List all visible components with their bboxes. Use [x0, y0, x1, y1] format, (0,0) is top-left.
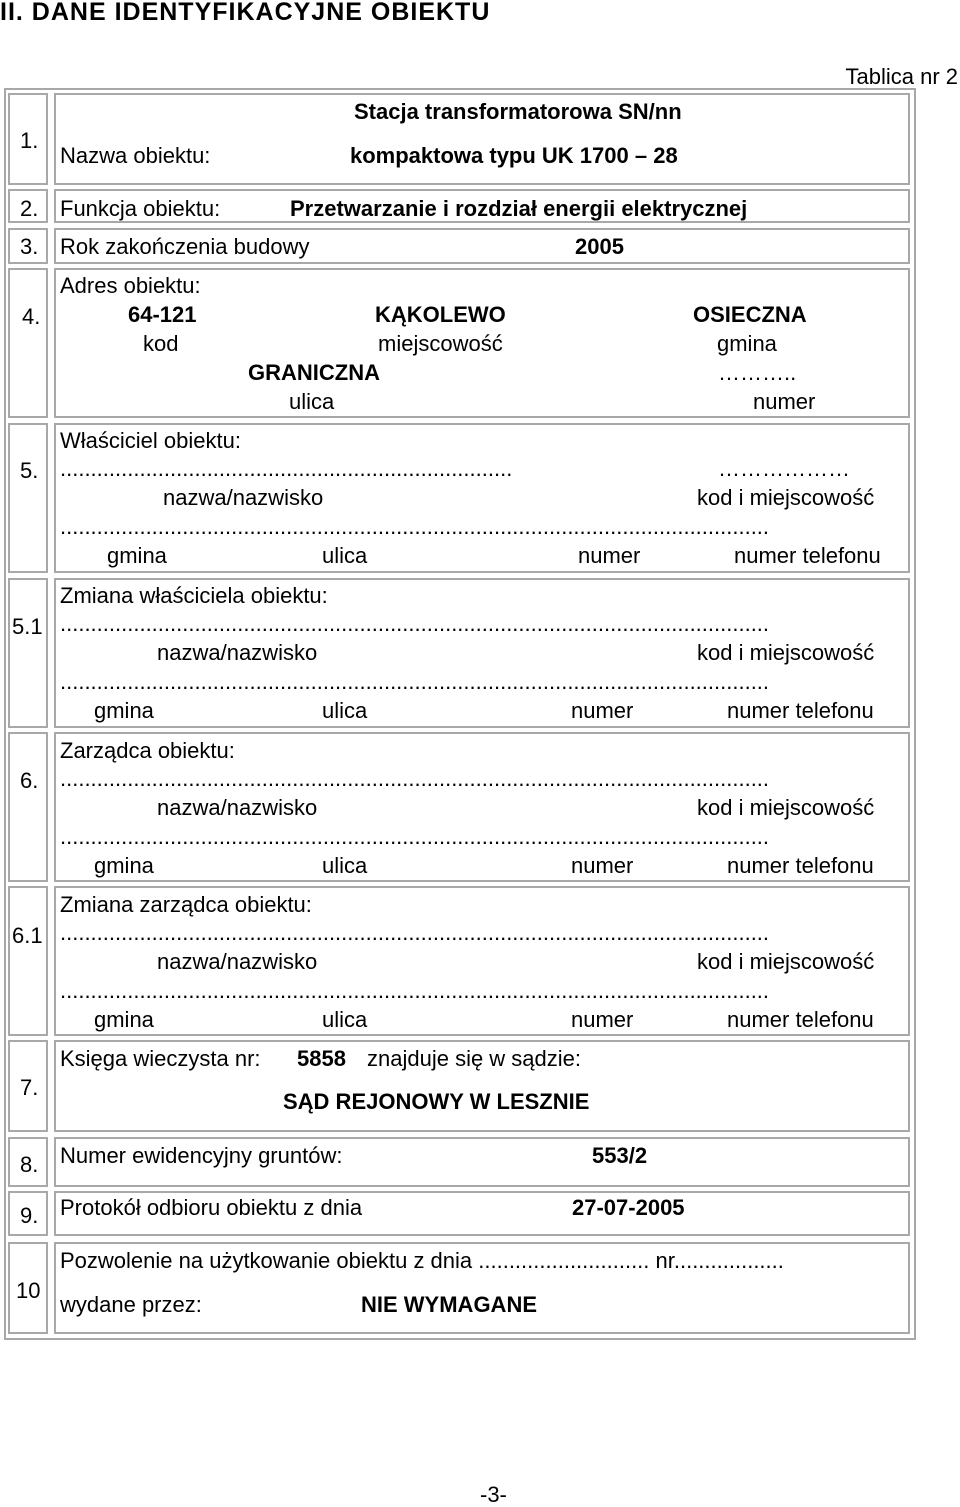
land-register-number: 5858	[297, 1046, 346, 1071]
object-function-label: Funkcja obiektu:	[60, 196, 221, 221]
manager-number-caption: numer	[571, 853, 634, 878]
land-record-number-label: Numer ewidencyjny gruntów:	[60, 1143, 343, 1168]
new-manager-number-caption: numer	[571, 1007, 634, 1032]
locality-value: KĄKOLEWO	[375, 302, 506, 327]
new-manager-address-dots: ....................................................................................................................	[60, 980, 770, 1002]
commune-caption: gmina	[717, 331, 777, 356]
manager-change-label: Zmiana zarządca obiektu:	[60, 892, 312, 917]
new-manager-street-caption: ulica	[322, 1007, 368, 1032]
commune-value: OSIECZNA	[693, 302, 807, 327]
locality-caption: miejscowość	[378, 331, 503, 356]
table-label: Tablica nr 2	[845, 64, 958, 89]
row-5-1-number: 5.1	[12, 614, 43, 639]
postal-code-caption: kod	[143, 331, 179, 356]
owner-street-caption: ulica	[322, 543, 368, 568]
row-9-number: 9.	[20, 1203, 39, 1228]
row-3-number: 3.	[20, 234, 39, 259]
owner-locality-caption: kod i miejscowość	[697, 485, 875, 510]
owner-locality-dots: ………………	[718, 456, 850, 481]
street-caption: ulica	[289, 389, 335, 414]
house-number-caption: numer	[753, 389, 816, 414]
manager-street-caption: ulica	[322, 853, 368, 878]
new-owner-number-caption: numer	[571, 698, 634, 723]
row-5-1-number-cell	[8, 578, 48, 728]
row-4-number-cell	[8, 268, 48, 418]
row-10-number: 10	[16, 1278, 41, 1303]
row-1-number: 1.	[20, 128, 39, 153]
land-register-court-label: znajduje się w sądzie:	[367, 1046, 582, 1071]
row-6-1-number: 6.1	[12, 923, 43, 948]
page-number: -3-	[480, 1482, 507, 1507]
row-8-number: 8.	[20, 1152, 39, 1177]
house-number-value: ………..	[718, 360, 797, 385]
postal-code-value: 64-121	[128, 302, 197, 327]
street-value: GRANICZNA	[248, 360, 380, 385]
owner-name-dots: ..........................................................................	[60, 458, 513, 480]
row-6-1-number-cell	[8, 886, 48, 1036]
row-5-number: 5.	[20, 458, 39, 483]
new-owner-street-caption: ulica	[322, 698, 368, 723]
row-6-number-cell	[8, 732, 48, 882]
row-5-number-cell	[8, 423, 48, 573]
completion-year-value: 2005	[575, 234, 624, 259]
new-manager-locality-caption: kod i miejscowość	[697, 949, 875, 974]
row-2-number: 2.	[20, 196, 39, 221]
occupancy-permit-label: Pozwolenie na użytkowanie obiektu z dnia ............................ nr..................	[60, 1248, 784, 1273]
land-register-label: Księga wieczysta nr:	[60, 1046, 261, 1071]
court-name: SĄD REJONOWY W LESZNIE	[283, 1089, 590, 1114]
new-owner-commune-caption: gmina	[94, 698, 154, 723]
completion-year-label: Rok zakończenia budowy	[60, 234, 310, 259]
row-7-number: 7.	[20, 1075, 39, 1100]
new-manager-name-dots: ....................................................................................................................	[60, 922, 770, 944]
new-owner-name-dots: ....................................................................................................................	[60, 613, 770, 635]
new-manager-commune-caption: gmina	[94, 1007, 154, 1032]
new-owner-locality-caption: kod i miejscowość	[697, 640, 875, 665]
manager-locality-caption: kod i miejscowość	[697, 795, 875, 820]
manager-name-caption: nazwa/nazwisko	[157, 795, 318, 820]
owner-phone-caption: numer telefonu	[734, 543, 881, 568]
object-name-label: Nazwa obiektu:	[60, 143, 211, 168]
manager-name-dots: ....................................................................................................................	[60, 768, 770, 790]
address-label: Adres obiektu:	[60, 273, 201, 298]
new-manager-name-caption: nazwa/nazwisko	[157, 949, 318, 974]
new-owner-phone-caption: numer telefonu	[727, 698, 874, 723]
manager-phone-caption: numer telefonu	[727, 853, 874, 878]
issued-by-value: NIE WYMAGANE	[361, 1292, 537, 1317]
owner-commune-caption: gmina	[107, 543, 167, 568]
owner-change-label: Zmiana właściciela obiektu:	[60, 583, 328, 608]
land-record-number-value: 553/2	[592, 1143, 648, 1168]
manager-label: Zarządca obiektu:	[60, 738, 235, 763]
acceptance-protocol-date: 27-07-2005	[572, 1195, 685, 1220]
new-owner-name-caption: nazwa/nazwisko	[157, 640, 318, 665]
row-4-number: 4.	[22, 304, 41, 329]
owner-address-dots: ....................................................................................................................	[60, 516, 770, 538]
object-name-value-line1: Stacja transformatorowa SN/nn	[354, 99, 682, 124]
new-manager-phone-caption: numer telefonu	[727, 1007, 874, 1032]
owner-number-caption: numer	[578, 543, 641, 568]
acceptance-protocol-label: Protokół odbioru obiektu z dnia	[60, 1195, 363, 1220]
row-6-number: 6.	[20, 768, 39, 793]
manager-address-dots: ....................................................................................................................	[60, 826, 770, 848]
new-owner-address-dots: ....................................................................................................................	[60, 671, 770, 693]
object-function-value: Przetwarzanie i rozdział energii elektrycznej	[290, 196, 748, 221]
section-heading: II. DANE IDENTYFIKACYJNE OBIEKTU	[0, 0, 491, 26]
object-name-value-line2: kompaktowa typu UK 1700 – 28	[350, 143, 678, 168]
owner-name-caption: nazwa/nazwisko	[163, 485, 324, 510]
manager-commune-caption: gmina	[94, 853, 154, 878]
owner-label: Właściciel obiektu:	[60, 428, 241, 453]
issued-by-label: wydane przez:	[60, 1292, 202, 1317]
